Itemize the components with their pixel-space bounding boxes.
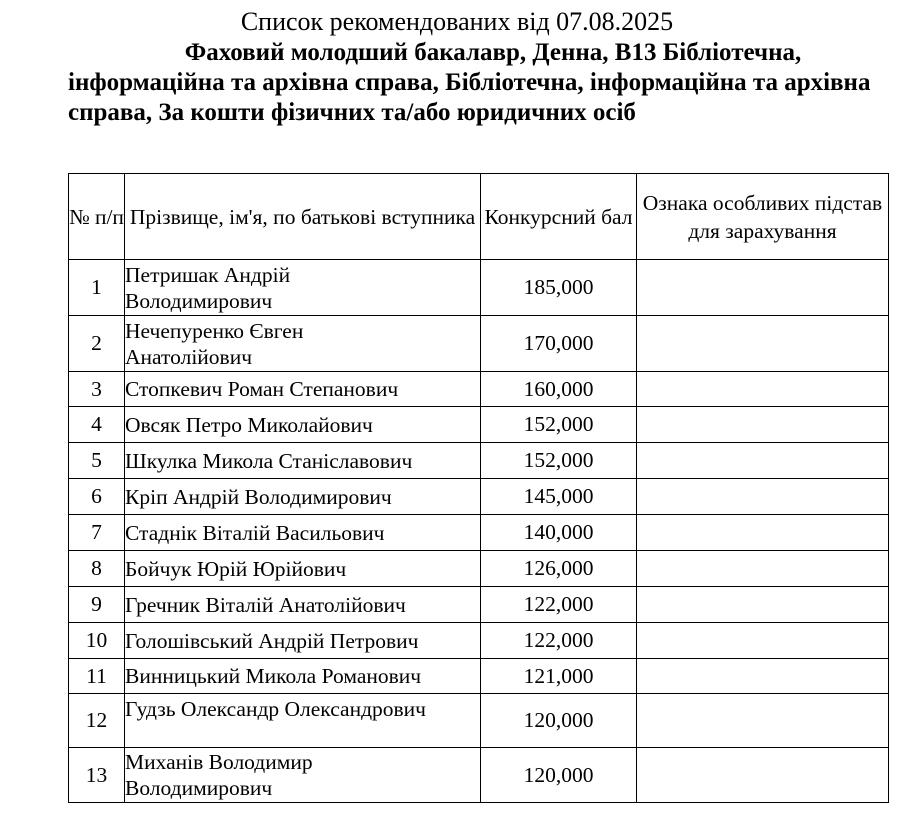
applicant-name-line-1: Винницький Микола Романович bbox=[125, 664, 422, 688]
applicant-name bbox=[125, 372, 481, 407]
row-number: 1 bbox=[69, 260, 125, 316]
applicant-name-line-1: Нечепуренко Євген bbox=[125, 318, 304, 343]
applicant-name bbox=[125, 407, 481, 443]
competitive-score: 140,000 bbox=[481, 515, 637, 551]
row-number: 11 bbox=[69, 659, 125, 694]
special-grounds-cell bbox=[637, 659, 889, 694]
competitive-score: 145,000 bbox=[481, 479, 637, 515]
document-title: Список рекомендованих від 07.08.2025 bbox=[240, 7, 674, 36]
competitive-score: 120,000 bbox=[481, 748, 637, 803]
competitive-score: 122,000 bbox=[481, 587, 637, 623]
applicant-name-line-2: Володимирович bbox=[125, 288, 273, 313]
table-row bbox=[69, 551, 889, 587]
competitive-score: 160,000 bbox=[481, 372, 637, 407]
applicant-name bbox=[125, 316, 481, 372]
table-row bbox=[69, 316, 889, 372]
applicant-name-line-1: Гречник Віталій Анатолійович bbox=[125, 592, 406, 617]
applicant-name bbox=[125, 659, 481, 694]
row-number: 12 bbox=[69, 694, 125, 748]
row-number: 9 bbox=[69, 587, 125, 623]
table-row bbox=[69, 659, 889, 694]
header-special-grounds: Ознака особливих підстав для зарахування bbox=[637, 174, 889, 260]
row-number: 10 bbox=[69, 623, 125, 659]
applicant-name bbox=[125, 551, 481, 587]
table-row bbox=[69, 694, 889, 748]
header-name: Прізвище, ім'я, по батькові вступника bbox=[125, 174, 481, 260]
row-number: 6 bbox=[69, 479, 125, 515]
special-grounds-cell bbox=[637, 694, 889, 748]
applicant-name bbox=[125, 443, 481, 479]
table-row bbox=[69, 587, 889, 623]
competitive-score: 121,000 bbox=[481, 659, 637, 694]
special-grounds-cell bbox=[637, 623, 889, 659]
table-row bbox=[69, 443, 889, 479]
competitive-score: 185,000 bbox=[481, 260, 637, 316]
special-grounds-cell bbox=[637, 515, 889, 551]
row-number: 5 bbox=[69, 443, 125, 479]
applicant-name-line-1: Петришак Андрій bbox=[125, 262, 291, 287]
special-grounds-cell bbox=[637, 407, 889, 443]
special-grounds-cell bbox=[637, 443, 889, 479]
special-grounds-cell bbox=[637, 479, 889, 515]
table-row bbox=[69, 748, 889, 803]
special-grounds-cell bbox=[637, 587, 889, 623]
applicant-name-line-1: Шкулка Микола Станіславович bbox=[125, 448, 413, 473]
header-number: № п/п bbox=[69, 174, 125, 260]
applicant-name-line-2: Анатолійович bbox=[125, 344, 253, 369]
row-number: 8 bbox=[69, 551, 125, 587]
table-row bbox=[69, 515, 889, 551]
table-row bbox=[69, 407, 889, 443]
applicant-name bbox=[125, 587, 481, 623]
applicant-name bbox=[125, 479, 481, 515]
row-number: 13 bbox=[69, 748, 125, 803]
applicant-name bbox=[125, 748, 481, 803]
table-row bbox=[69, 260, 889, 316]
special-grounds-cell bbox=[637, 551, 889, 587]
applicant-name bbox=[125, 694, 481, 748]
competitive-score: 152,000 bbox=[481, 407, 637, 443]
applicant-name-line-1: Миханів Володимир bbox=[125, 750, 313, 774]
competitive-score: 126,000 bbox=[481, 551, 637, 587]
table-header-row bbox=[69, 174, 889, 260]
subtitle-line-1: Фаховий молодший бакалавр, Денна, B13 Бібліотечна, bbox=[184, 39, 802, 66]
special-grounds-cell bbox=[637, 748, 889, 803]
table-row bbox=[69, 372, 889, 407]
recommended-list-table bbox=[68, 173, 889, 803]
table-row bbox=[69, 479, 889, 515]
header-score: Конкурсний бал bbox=[481, 174, 637, 260]
applicant-name bbox=[125, 260, 481, 316]
competitive-score: 152,000 bbox=[481, 443, 637, 479]
competitive-score: 120,000 bbox=[481, 694, 637, 748]
row-number: 7 bbox=[69, 515, 125, 551]
special-grounds-cell bbox=[637, 372, 889, 407]
applicant-name-line-1: Стопкевич Роман Степанович bbox=[125, 377, 399, 401]
row-number: 4 bbox=[69, 407, 125, 443]
applicant-name-line-1: Бойчук Юрій Юрійович bbox=[125, 556, 347, 581]
special-grounds-cell bbox=[637, 316, 889, 372]
table-row bbox=[69, 623, 889, 659]
applicant-name-line-1: Овсяк Петро Миколайович bbox=[125, 412, 373, 437]
competitive-score: 122,000 bbox=[481, 623, 637, 659]
row-number: 2 bbox=[69, 316, 125, 372]
applicant-name-line-2: Володимирович bbox=[125, 776, 273, 800]
applicant-name-line-1: Стаднік Віталій Васильович bbox=[125, 520, 385, 545]
subtitle-rest: інформаційна та архівна справа, Бібліотечна, інформаційна та архівна справа, За кошти фізичних та/або юридичних осіб bbox=[68, 69, 871, 126]
row-number: 3 bbox=[69, 372, 125, 407]
document-subtitle bbox=[68, 38, 898, 128]
applicant-name-line-1: Кріп Андрій Володимирович bbox=[125, 484, 392, 509]
applicant-name bbox=[125, 623, 481, 659]
applicant-name bbox=[125, 515, 481, 551]
applicant-name-line-1: Гудзь Олександр Олександрович bbox=[125, 697, 426, 721]
applicant-name-line-1: Голошівський Андрій Петрович bbox=[125, 628, 419, 653]
special-grounds-cell bbox=[637, 260, 889, 316]
competitive-score: 170,000 bbox=[481, 316, 637, 372]
